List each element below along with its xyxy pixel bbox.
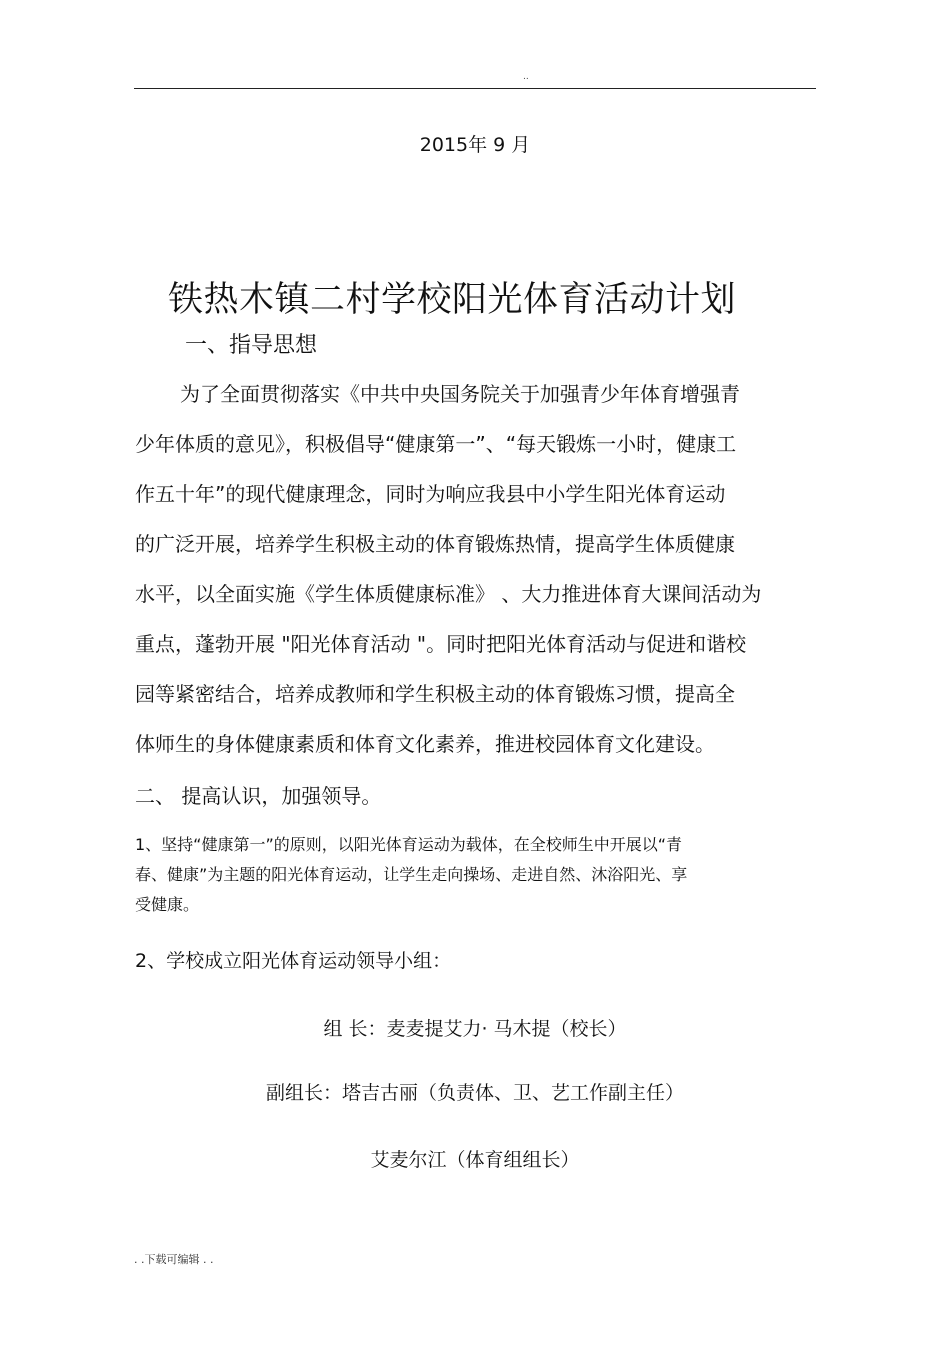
section2-item1-line: 受健康。 [135,895,200,914]
section1-line: 园等紧密结合，培养成教师和学生积极主动的体育锻炼习惯，提高全 [135,682,735,706]
leader-line: 副组长：塔吉古丽（负责体、卫、艺工作副主任） [265,1082,684,1104]
section1-line: 水平，以全面实施《学生体质健康标准》 、大力推进体育大课间活动为 [135,582,762,606]
leader-line: 组 长：麦麦提艾力· 马木提（校长） [323,1018,627,1040]
document-date: 2015年 9 月 [419,134,531,156]
section2-heading: 二、 提高认识，加强领导。 [135,784,382,808]
section1-line: 重点，蓬勃开展 "阳光体育活动 "。同时把阳光体育活动与促进和谐校 [135,632,747,656]
footer-note: . .下载可编辑 . . [134,1253,214,1266]
section2-item2: 2、学校成立阳光体育运动领导小组： [135,950,452,972]
section1-line: 体师生的身体健康素质和体育文化素养，推进校园体育文化建设。 [135,732,715,756]
header-mark: .. [523,72,529,82]
section1-heading: 一、指导思想 [185,333,318,358]
section2-item1-line: 1、坚持“健康第一”的原则，以阳光体育运动为载体，在全校师生中开展以“青 [135,835,683,854]
section1-line: 少年体质的意见》，积极倡导“健康第一”、“每天锻炼一小时，健康工 [135,432,737,456]
section1-line: 为了全面贯彻落实《中共中央国务院关于加强青少年体育增强青 [180,382,740,406]
document-title: 铁热木镇二村学校阳光体育活动计划 [168,280,737,320]
header-rule [134,88,816,89]
leader-line: 艾麦尔江（体育组组长） [370,1149,580,1171]
section2-item1-line: 春、健康”为主题的阳光体育运动，让学生走向操场、走进自然、沐浴阳光、享 [135,865,688,884]
section1-line: 作五十年”的现代健康理念，同时为响应我县中小学生阳光体育运动 [135,482,726,506]
section1-line: 的广泛开展，培养学生积极主动的体育锻炼热情，提高学生体质健康 [135,532,735,556]
